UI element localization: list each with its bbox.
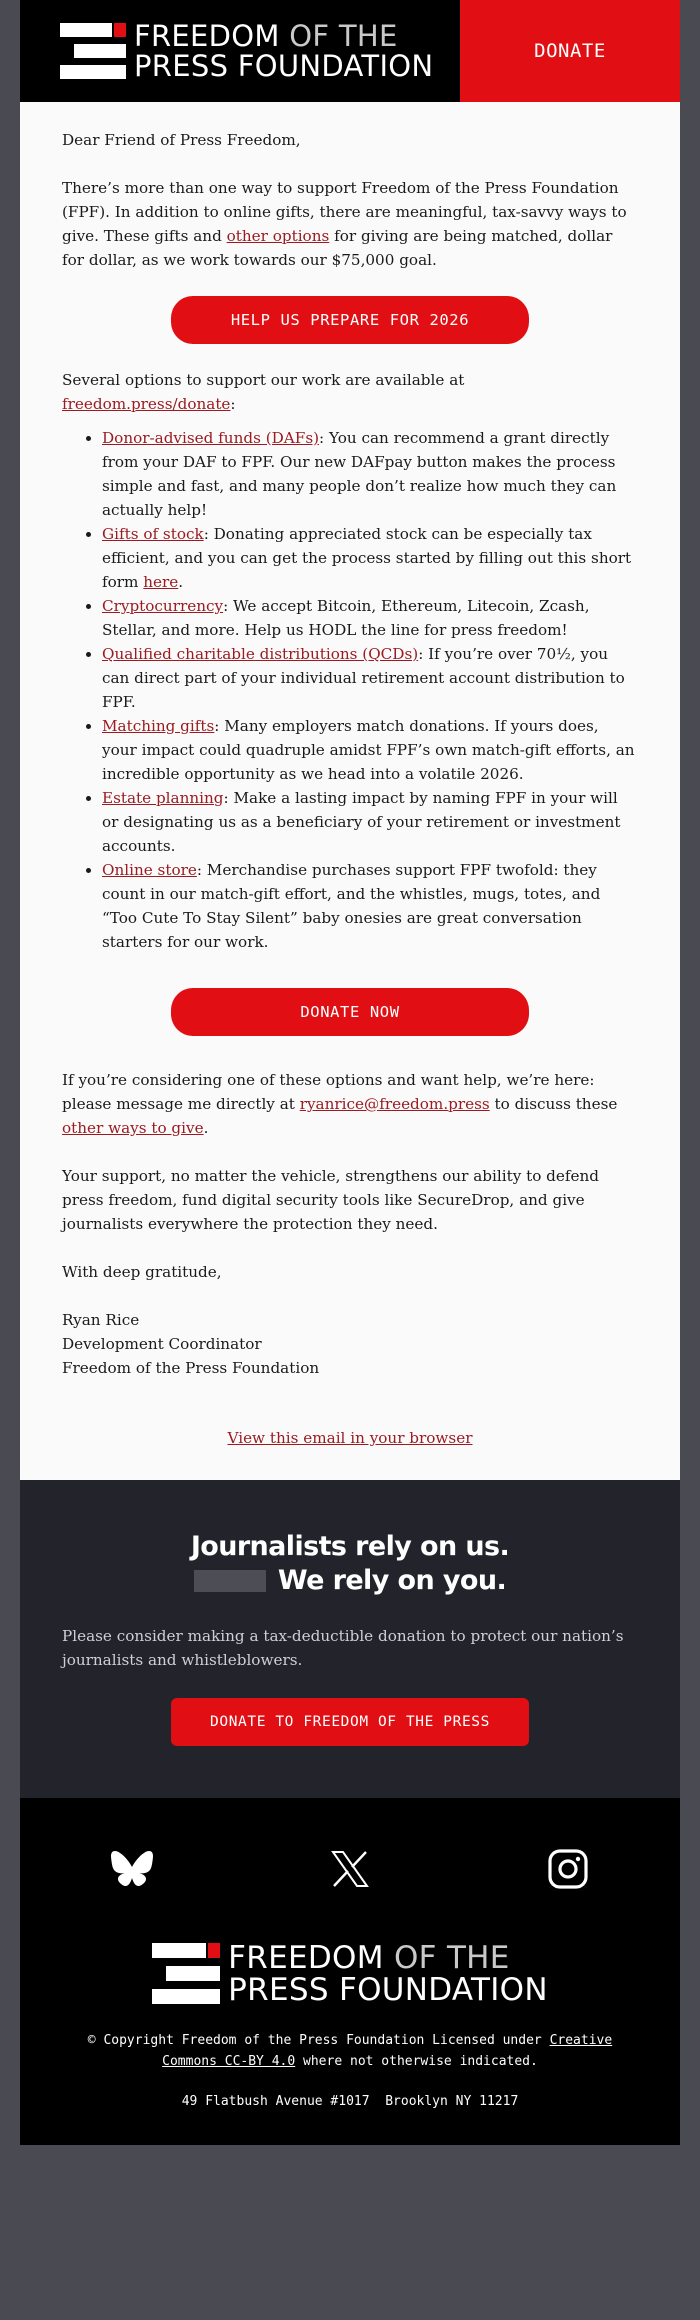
fpf-logo-mark-icon [152, 1943, 220, 2005]
closing: With deep gratitude, [62, 1263, 222, 1281]
butterfly-icon[interactable] [110, 1847, 154, 1891]
other-options-link[interactable]: other options [226, 227, 330, 245]
options-intro: Several options to support our work are available at freedom.press/donate: [62, 371, 465, 413]
list-item: • Cryptocurrency: We accept Bitcoin, Ethereum, Litecoin, Zcash, Stellar, and more. Help us HODL the line for press freedom! [102, 594, 638, 642]
copyright-notice: © Copyright Freedom of the Press Foundation Licensed under Creative Commons CC-BY 4.0 where not otherwise indicated. [87, 2033, 613, 2069]
daf-link[interactable]: Donor-advised funds (DAFs) [102, 429, 320, 447]
appeal-line-2: We rely on you. [277, 1565, 507, 1596]
header-donate-label: DONATE [534, 40, 606, 62]
email-footer [20, 1798, 680, 2145]
email-container [20, 0, 680, 2145]
signature-name: Ryan Rice [62, 1311, 140, 1329]
giving-options-list [102, 426, 638, 954]
header-logo-area [20, 0, 460, 102]
email-header [20, 0, 680, 102]
appeal-headline [62, 1530, 638, 1598]
fpf-logo-mark-icon [60, 23, 126, 79]
other-ways-link[interactable]: other ways to give [62, 1119, 204, 1137]
footer-logo-text: FREEDOM OF THE PRESS FOUNDATION [228, 1940, 548, 2008]
appeal-body: Please consider making a tax-deductible donation to protect our nation’s journalists and whistleblowers. [62, 1627, 624, 1669]
email-body [20, 102, 680, 1480]
matching-gifts-link[interactable]: Matching gifts [102, 717, 215, 735]
x-icon[interactable] [328, 1847, 372, 1891]
donate-page-link[interactable]: freedom.press/donate [62, 395, 231, 413]
estate-planning-link[interactable]: Estate planning [102, 789, 224, 807]
footer-logo[interactable] [62, 1942, 638, 2006]
stock-form-link[interactable]: here [143, 573, 179, 591]
instagram-icon[interactable] [546, 1847, 590, 1891]
donate-now-button[interactable]: DONATE NOW [171, 988, 529, 1036]
social-links [62, 1838, 638, 1900]
help-prepare-button[interactable]: HELP US PREPARE FOR 2026 [171, 296, 529, 344]
list-item: • Online store: Merchandise purchases support FPF twofold: they count in our match-gift effort, and the whistles, mugs, totes, and “Too Cute To Stay Silent” baby onesies are great conversation starters for our work. [102, 858, 638, 954]
greeting: Dear Friend of Press Freedom, [62, 131, 301, 149]
intro-paragraph: There’s more than one way to support Freedom of the Press Foundation (FPF). In addition to online gifts, there are meaningful, tax-savvy ways to give. These gifts and other options for giving are being matched, dollar for dollar, as we work towards our $75,000 goal. [62, 179, 627, 269]
signature-title: Development Coordinator [62, 1335, 262, 1353]
stock-link[interactable]: Gifts of stock [102, 525, 204, 543]
crypto-link[interactable]: Cryptocurrency [102, 597, 224, 615]
qcd-link[interactable]: Qualified charitable distributions (QCDs) [102, 645, 419, 663]
help-paragraph: If you’re considering one of these options and want help, we’re here: please message me directly at ryanrice@freedom.press to discuss these other ways to give. [62, 1071, 618, 1137]
appeal-highlight-block [194, 1570, 266, 1592]
online-store-link[interactable]: Online store [102, 861, 197, 879]
list-item: • Donor-advised funds (DAFs): You can recommend a grant directly from your DAF to FPF. Our new DAFpay button makes the process simple and fast, and many people don’t realize how much they can actually help! [102, 426, 638, 522]
appeal-band [20, 1480, 680, 1798]
list-item: • Gifts of stock: Donating appreciated stock can be especially tax efficient, and you can get the process started by filling out this short form here. [102, 522, 638, 594]
signature [62, 1308, 638, 1380]
fpf-logo[interactable] [60, 21, 433, 81]
mailing-address: 49 Flatbush Avenue #1017 Brooklyn NY 11217 [181, 2094, 519, 2109]
header-donate-button[interactable] [460, 0, 680, 102]
license-link[interactable]: Creative Commons CC-BY 4.0 [162, 2033, 613, 2069]
list-item: • Matching gifts: Many employers match donations. If yours does, your impact could quadruple amidst FPF’s own match-gift efforts, an incredible opportunity as we head into a volatile 2026. [102, 714, 638, 786]
signature-org: Freedom of the Press Foundation [62, 1359, 320, 1377]
appeal-line-1: Journalists rely on us. [190, 1531, 510, 1562]
email-contact-link[interactable]: ryanrice@freedom.press [299, 1095, 490, 1113]
view-in-browser-link[interactable]: View this email in your browser [227, 1429, 473, 1447]
view-in-browser [62, 1426, 638, 1450]
donate-to-fpf-button[interactable]: DONATE TO FREEDOM OF THE PRESS [171, 1698, 529, 1746]
fpf-logo-text: FREEDOM OF THE PRESS FOUNDATION [134, 19, 434, 83]
list-item: • Qualified charitable distributions (QCDs): If you’re over 70½, you can direct part of your individual retirement account distribution to FPF. [102, 642, 638, 714]
support-paragraph: Your support, no matter the vehicle, strengthens our ability to defend press freedom, fund digital security tools like SecureDrop, and give journalists everywhere the protection they need. [62, 1167, 599, 1233]
list-item: • Estate planning: Make a lasting impact by naming FPF in your will or designating us as a beneficiary of your retirement or investment accounts. [102, 786, 638, 858]
